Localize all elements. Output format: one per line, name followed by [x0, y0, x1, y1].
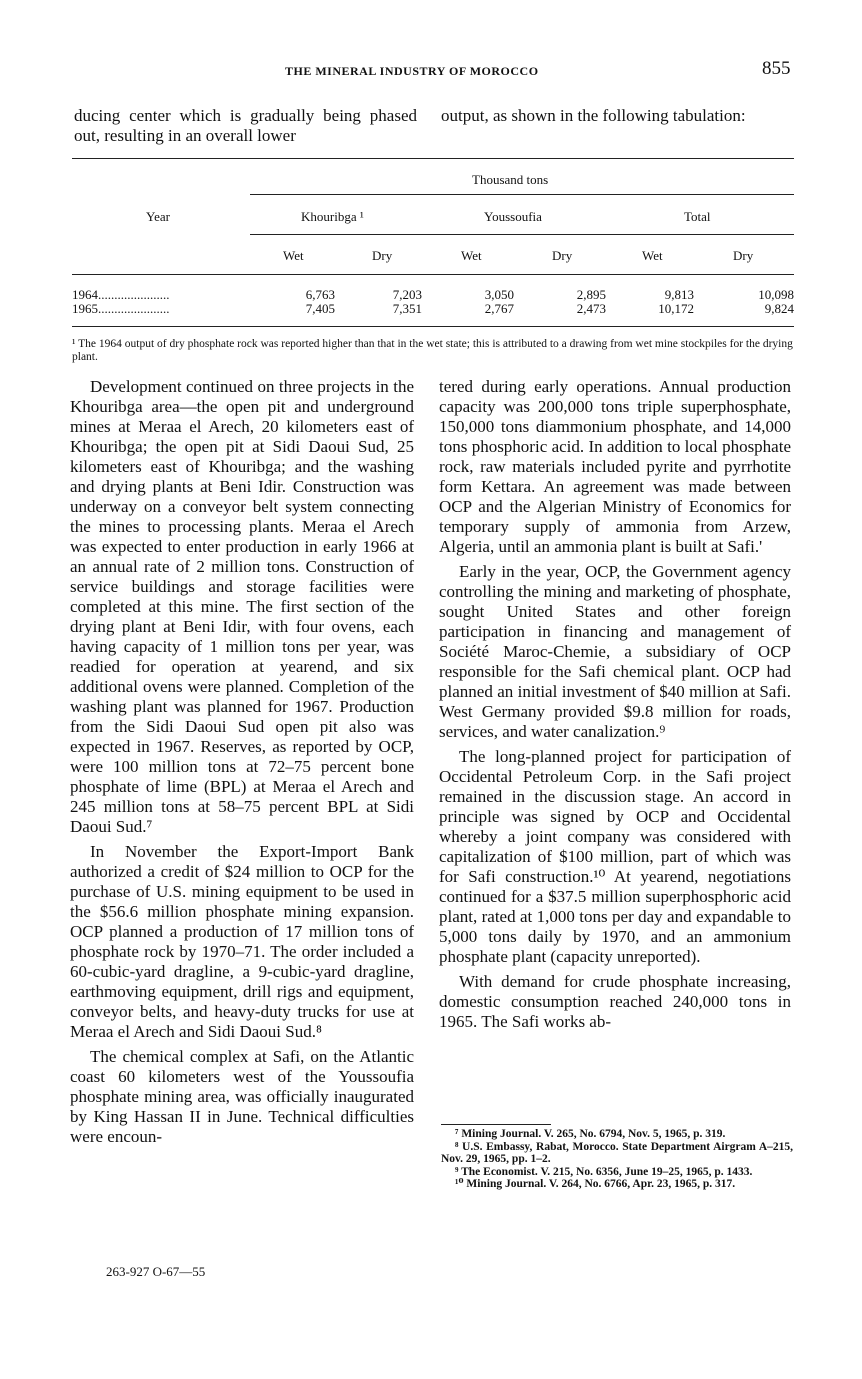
footnote-rule — [441, 1124, 551, 1125]
table-cell: 10,098 — [758, 287, 794, 302]
table-group-header: Total — [684, 209, 711, 224]
table-year-header: Year — [146, 209, 170, 224]
table-cell: 2,895 — [576, 287, 606, 302]
intro-left-text: ducing center which is gradually being phased out, resulting in an overall lower — [74, 106, 417, 145]
body-paragraph: Development continued on three projects in the Khouribga area—the open pit and underground mines at Meraa el Arech, 20 kilometers east of Khouribga; the open pit at Sidi Daoui Sud, 25 kilometers east of Khouribga; and the washing and drying plants at Beni Idir. Construction was underway on a conveyor belt system connecting the mines to processing plants. Meraa el Arech was expected to enter production in early 1966 at an annual rate of 2 million tons. Construction of service buildings and storage facilities were completed at this mine. The first section of the drying plant at Beni Idir, with four ovens, each having capacity of 1 million tons per year, was readied for operation at yearend, and six additional ovens were planned. Completion of the washing plant was planned for 1967. Production from the Sidi Daoui Sud open pit also was expected in 1967. Reserves, as reported by OCP, were 100 million tons at 72–75 percent bone phosphate of lime (BPL) at Meraa el Arech and 245 million tons at 58–75 percent BPL at Sidi Daoui Sud.⁷ — [70, 377, 414, 836]
table-cell: 9,813 — [664, 287, 694, 302]
table-subheader: Wet — [283, 248, 304, 263]
intro-right-text: output, as shown in the following tabulation: — [441, 106, 746, 125]
table-cell: 7,405 — [305, 301, 335, 316]
table-subheader: Wet — [642, 248, 663, 263]
table-subheader: Wet — [461, 248, 482, 263]
table-subheader: Dry — [552, 248, 573, 263]
table-footnote: ¹ The 1964 output of dry phosphate rock was reported higher than that in the wet state; this is attributed to a drawing from wet mine stockpiles for the drying plant. — [72, 338, 793, 363]
footnote: ⁷ Mining Journal. V. 265, No. 6794, Nov. 5, 1965, p. 319. — [455, 1128, 726, 1140]
table-cell: 2,473 — [576, 301, 606, 316]
table-unit-header: Thousand tons — [472, 172, 549, 187]
body-paragraph: The chemical complex at Safi, on the Atlantic coast 60 kilometers west of the Youssoufia phosphate mining area, was officially inaugurated by King Hassan II in June. Technical difficulties were encoun- — [70, 1047, 414, 1146]
body-left-column — [70, 377, 414, 1147]
table-group-header: Youssoufia — [484, 209, 542, 224]
table-cell: 6,763 — [305, 287, 335, 302]
table-cell: 7,203 — [392, 287, 422, 302]
body-right-column — [439, 377, 791, 1032]
footnotes — [441, 1128, 793, 1191]
table-cell: 9,824 — [764, 301, 794, 316]
table-cell: 3,050 — [484, 287, 514, 302]
body-paragraph: Early in the year, OCP, the Government agency controlling the mining and marketing of phosphate, sought United States and other foreign participation in financing and management of Société Maroc-Chemie, a subsidiary of OCP responsible for the Safi chemical plant. OCP had planned an initial investment of $40 million at Safi. West Germany provided $9.8 million for roads, services, and water canalization.⁹ — [439, 562, 791, 741]
table-row — [72, 287, 794, 301]
table-cell: 7,351 — [392, 301, 422, 316]
table-cell: 10,172 — [658, 301, 694, 316]
print-code: 263-927 O-67—55 — [106, 1264, 206, 1279]
table-subheader: Dry — [372, 248, 393, 263]
table-cell: 2,767 — [484, 301, 514, 316]
body-paragraph: In November the Export-Import Bank authorized a credit of $24 million to OCP for the purchase of U.S. mining equipment to be used in the $56.6 million phosphate mining expansion. OCP planned a production of 17 million tons of phosphate rock by 1970–71. The order included a 60-cubic-yard dragline, a 9-cubic-yard dragline, earthmoving equipment, drill rigs and equipment, conveyor belts, and heavy-duty trucks for use at Meraa el Arech and Sidi Daoui Sud.⁸ — [70, 842, 414, 1041]
body-paragraph: The long-planned project for participation of Occidental Petroleum Corp. in the Safi project remained in the discussion stage. An accord in principle was signed by OCP and Occidental whereby a joint company was considered with capitalization of $100 million, part of which was for Safi construction.¹⁰ At yearend, negotiations continued for a $37.5 million superphosphoric acid plant, rated at 1,000 tons per day and expandable to 5,000 tons daily by 1970, and an ammonium phosphate plant (capacity unreported). — [439, 747, 791, 966]
footnote: ⁸ U.S. Embassy, Rabat, Morocco. State Department Airgram A–215, Nov. 29, 1965, pp. 1–2. — [441, 1140, 793, 1165]
table-row-year: 1965...................... — [72, 301, 170, 316]
production-table — [72, 158, 794, 330]
footnote: ⁹ The Economist. V. 215, No. 6356, June 19–25, 1965, p. 1433. — [455, 1165, 753, 1178]
page-number: 855 — [762, 58, 791, 79]
body-paragraph: With demand for crude phosphate increasing, domestic consumption reached 240,000 tons in 1965. The Safi works ab- — [439, 972, 791, 1031]
running-title: THE MINERAL INDUSTRY OF MOROCCO — [285, 64, 539, 78]
body-paragraph: tered during early operations. Annual production capacity was 200,000 tons triple superphosphate, 150,000 tons diammonium phosphate, and 14,000 tons phosphoric acid. In addition to local phosphate rock, raw materials included pyrite and pyrrhotite form Kettara. An agreement was made between OCP and the Algerian Ministry of Economics for temporary supply of ammonia from Arzew, Algeria, until an ammonia plant is built at Safi.' — [439, 377, 791, 556]
table-subheader: Dry — [733, 248, 754, 263]
table-row — [72, 301, 794, 315]
footnote: ¹⁰ Mining Journal. V. 264, No. 6766, Apr. 23, 1965, p. 317. — [455, 1178, 736, 1190]
table-row-year: 1964...................... — [72, 287, 170, 302]
table-group-header: Khouribga ¹ — [301, 209, 364, 224]
